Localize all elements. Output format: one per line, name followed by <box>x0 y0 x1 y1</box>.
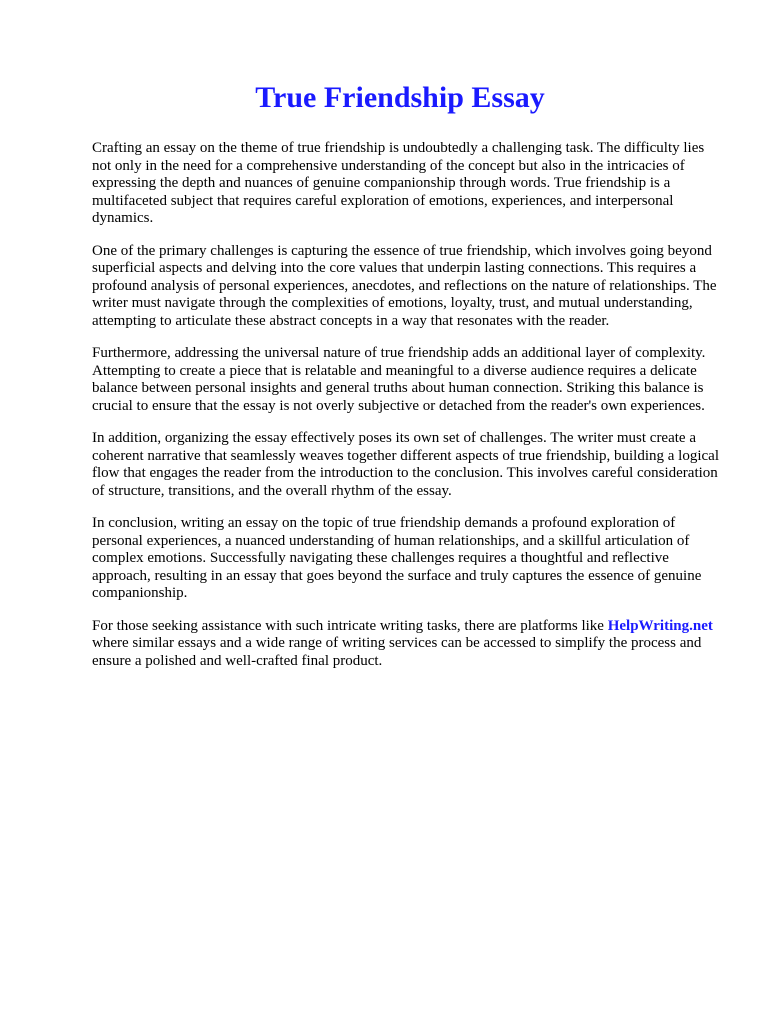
paragraph-5: In conclusion, writing an essay on the topic of true friendship demands a profound exploration of personal experiences, a nuanced understanding of human relationships, and a skillful articulation of complex emotions. Successfully navigating these challenges requires a thoughtful and reflective approach, resulting in an essay that goes beyond the surface and truly captures the essence of genuine companionship. <box>92 515 702 601</box>
paragraph-4: In addition, organizing the essay effectively poses its own set of challenges. The writer must create a coherent narrative that seamlessly weaves together different aspects of true friendship, building a logical flow that engages the reader from the introduction to the conclusion. This involves careful consideration of structure, transitions, and the overall rhythm of the essay. <box>92 430 719 499</box>
paragraph-6 <box>92 618 724 671</box>
paragraph-3: Furthermore, addressing the universal nature of true friendship adds an additional layer of complexity. Attempting to create a piece that is relatable and meaningful to a diverse audience requires a delicate balance between personal insights and general truths about human connection. Striking this balance is crucial to ensure that the essay is not overly subjective or detached from the reader's own experiences. <box>92 345 706 414</box>
paragraph-2: One of the primary challenges is capturing the essence of true friendship, which involves going beyond superficial aspects and delving into the core values that underpin lasting connections. This requires a profound analysis of personal experiences, anecdotes, and reflections on the nature of relationships. The writer must navigate through the complexities of emotions, loyalty, trust, and mutual understanding, attempting to articulate these abstract concepts in a way that resonates with the reader. <box>92 242 717 329</box>
paragraph-6-before-link: For those seeking assistance with such intricate writing tasks, there are platforms like <box>92 617 608 634</box>
paragraph-1: Crafting an essay on the theme of true friendship is undoubtedly a challenging task. The difficulty lies not only in the need for a comprehensive understanding of the concept but also in the intricacies of expressing the depth and nuances of genuine companionship through words. True friendship is a multifaceted subject that requires careful exploration of emotions, experiences, and interpersonal dynamics. <box>92 140 705 226</box>
helpwriting-link[interactable]: HelpWriting.net <box>607 617 713 634</box>
paragraph-6-after-link: where similar essays and a wide range of writing services can be accessed to simplify the process and ensure a polished and well-crafted final product. <box>92 635 702 669</box>
document-title: True Friendship Essay <box>255 81 545 114</box>
